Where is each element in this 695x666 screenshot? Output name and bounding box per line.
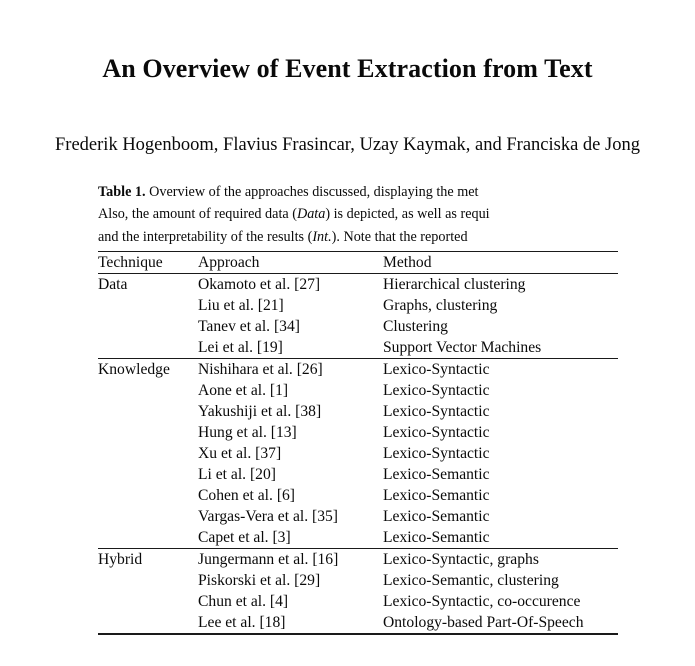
- cell-method: Lexico-Semantic: [383, 487, 490, 505]
- page-title: An Overview of Event Extraction from Text: [102, 54, 593, 83]
- cell-method: Clustering: [383, 318, 448, 336]
- caption-line-3-a: and the interpretability of the results (: [98, 228, 313, 245]
- table-row: [98, 401, 618, 422]
- caption-line-1: [98, 181, 695, 203]
- table-row: [98, 527, 618, 548]
- caption-term-int: Int.: [312, 228, 332, 245]
- cell-approach: Chun et al. [4]: [198, 593, 289, 611]
- table-row: [98, 380, 618, 401]
- cell-method: Ontology-based Part-Of-Speech: [383, 614, 584, 632]
- table-row: [98, 506, 618, 527]
- cell-technique-empty: [98, 337, 198, 358]
- cell-method: Lexico-Semantic, clustering: [383, 572, 559, 590]
- caption-line-2-b: ) is depicted, as well as requi: [325, 206, 490, 223]
- table-row: [98, 337, 618, 358]
- cell-technique-empty: [98, 591, 198, 612]
- cell-approach: Nishihara et al. [26]: [198, 361, 323, 379]
- table-rule: [98, 634, 618, 635]
- cell-approach: Capet et al. [3]: [198, 529, 291, 547]
- cell-technique: Data: [98, 276, 128, 294]
- caption-line-3: [98, 226, 695, 248]
- cell-approach: Cohen et al. [6]: [198, 487, 295, 505]
- cell-technique-empty: [98, 316, 198, 337]
- cell-method: Lexico-Semantic: [383, 466, 490, 484]
- cell-method: Lexico-Syntactic: [383, 424, 490, 442]
- cell-technique-empty: [98, 422, 198, 443]
- table-body: [98, 251, 618, 635]
- table-block: [98, 181, 695, 635]
- table-row: [98, 422, 618, 443]
- cell-approach: Vargas-Vera et al. [35]: [198, 508, 338, 526]
- cell-technique-empty: [98, 295, 198, 316]
- cell-approach: Xu et al. [37]: [198, 445, 282, 463]
- column-header-method: Method: [383, 254, 432, 272]
- cell-technique: Hybrid: [98, 551, 143, 569]
- caption-term-data: Data: [296, 206, 326, 223]
- rule-line: [98, 634, 618, 635]
- cell-approach: Aone et al. [1]: [198, 382, 289, 400]
- caption-line-3-b: ). Note that the reported: [331, 228, 468, 245]
- cell-method: Graphs, clustering: [383, 297, 498, 315]
- cell-approach: Piskorski et al. [29]: [198, 572, 321, 590]
- cell-approach: Tanev et al. [34]: [198, 318, 300, 336]
- column-header-approach: Approach: [198, 254, 260, 272]
- table-row: [98, 570, 618, 591]
- cell-technique-empty: [98, 401, 198, 422]
- cell-approach: Lei et al. [19]: [198, 339, 283, 357]
- caption-line-2: [98, 203, 695, 225]
- table-row: [98, 612, 618, 633]
- caption-line-2-a: Also, the amount of required data (: [98, 206, 297, 223]
- cell-method: Lexico-Syntactic: [383, 445, 490, 463]
- table-row: [98, 274, 618, 295]
- cell-technique-empty: [98, 485, 198, 506]
- table-row: [98, 549, 618, 570]
- cell-approach: Li et al. [20]: [198, 466, 276, 484]
- cell-method: Lexico-Syntactic, graphs: [383, 551, 539, 569]
- caption-label: Table 1.: [98, 184, 146, 200]
- table-rule-cell: [98, 634, 618, 635]
- cell-method: Hierarchical clustering: [383, 276, 526, 294]
- caption-line-1-text: Overview of the approaches discussed, displaying the met: [145, 184, 479, 200]
- table-row: [98, 295, 618, 316]
- cell-technique-empty: [98, 464, 198, 485]
- cell-method: Lexico-Syntactic: [383, 361, 490, 379]
- cell-method: Support Vector Machines: [383, 339, 542, 357]
- table-row: [98, 485, 618, 506]
- column-header-technique: Technique: [98, 254, 163, 272]
- cell-approach: Jungermann et al. [16]: [198, 551, 339, 569]
- table-row: [98, 464, 618, 485]
- cell-technique-empty: [98, 443, 198, 464]
- table-header-row: [98, 252, 618, 273]
- table-row: [98, 316, 618, 337]
- cell-technique-empty: [98, 380, 198, 401]
- table-row: [98, 591, 618, 612]
- cell-approach: Okamoto et al. [27]: [198, 276, 321, 294]
- author-list: [0, 133, 695, 158]
- cell-technique-empty: [98, 612, 198, 633]
- approaches-table: [98, 251, 618, 635]
- cell-method: Lexico-Syntactic: [383, 403, 490, 421]
- cell-method: Lexico-Semantic: [383, 508, 490, 526]
- table-row: [98, 443, 618, 464]
- cell-approach: Lee et al. [18]: [198, 614, 286, 632]
- table-row: [98, 359, 618, 380]
- cell-approach: Liu et al. [21]: [198, 297, 284, 315]
- cell-method: Lexico-Semantic: [383, 529, 490, 547]
- table-container: [98, 251, 695, 635]
- cell-technique-empty: [98, 527, 198, 548]
- cell-method: Lexico-Syntactic, co-occurence: [383, 593, 581, 611]
- cell-technique-empty: [98, 570, 198, 591]
- cell-technique: Knowledge: [98, 361, 170, 379]
- cell-approach: Yakushiji et al. [38]: [198, 403, 322, 421]
- cell-method: Lexico-Syntactic: [383, 382, 490, 400]
- table-caption: [98, 181, 695, 248]
- cell-approach: Hung et al. [13]: [198, 424, 297, 442]
- author-list-text: Frederik Hogenboom, Flavius Frasincar, Uzay Kaymak, and Franciska de Jong: [55, 135, 640, 155]
- cell-technique-empty: [98, 506, 198, 527]
